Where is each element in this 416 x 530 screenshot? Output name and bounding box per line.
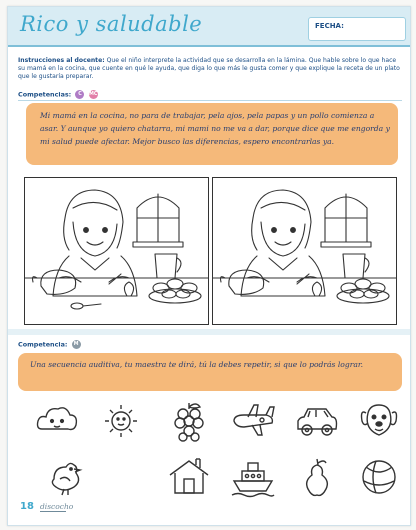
date-field[interactable] xyxy=(308,17,406,41)
page-title: Rico y saludable xyxy=(20,12,203,36)
section-divider-line xyxy=(18,100,402,101)
competencia-row xyxy=(18,340,81,349)
competency-badge-mc: MC xyxy=(89,92,98,97)
story-banner xyxy=(26,103,398,165)
story-text: Mi mamá en la cocina, no para de trabajar, pela ajos, pela papas y un pollo comienza a asar. Y aunque yo quiero chatarra, mi mami no me va a dar, porque dice que me engorda y mi salud puede afectar. Mejor busco las diferencias, espero encontrarlas ya. xyxy=(40,111,390,146)
boat-icon[interactable] xyxy=(230,455,276,499)
sequence-banner xyxy=(18,353,402,391)
bird-icon[interactable] xyxy=(44,455,90,499)
house-icon[interactable] xyxy=(166,455,212,499)
worksheet-page xyxy=(7,6,411,526)
kitchen-scene-right[interactable] xyxy=(212,177,397,325)
section-separator xyxy=(8,329,410,335)
competencias-row xyxy=(18,90,98,99)
brand-underline xyxy=(40,511,66,512)
kitchen-scene-left[interactable] xyxy=(24,177,209,325)
instructions-lead: Instrucciones al docente: xyxy=(18,57,105,64)
sun-icon[interactable] xyxy=(98,399,144,443)
pear-icon[interactable] xyxy=(294,455,340,499)
ball-icon[interactable] xyxy=(356,455,402,499)
airplane-icon[interactable] xyxy=(230,399,276,443)
instructions-text: Que el niño interprete la actividad que se desarrolla en la lámina. Que hable sobre lo que hace su mamá en la cocina, que cuente en qué le ayuda, que diga lo que más le gusta comer y que explique la receta de un plato que le gustaría preparar. xyxy=(18,57,400,80)
competencia-label: Competencia: xyxy=(18,340,68,349)
sequence-text: Una secuencia auditiva, tu maestra te dirá, tú la debes repetir, si que lo podrás lograr. xyxy=(30,360,364,369)
teacher-instructions xyxy=(18,57,404,81)
cloud-icon[interactable] xyxy=(34,399,80,443)
dog-icon[interactable] xyxy=(356,399,402,443)
competency-badge-m: M xyxy=(72,340,81,349)
competencias-label: Competencias: xyxy=(18,90,72,99)
brand-logo: discocho xyxy=(40,502,74,511)
grapes-icon[interactable] xyxy=(166,399,212,443)
kitchen-illustration-right xyxy=(213,178,396,324)
page-header xyxy=(8,7,410,47)
kitchen-illustration-left xyxy=(25,178,208,324)
competency-badge-c: C xyxy=(75,90,84,99)
car-icon[interactable] xyxy=(294,399,340,443)
page-number: 18 xyxy=(20,501,34,512)
date-label: FECHA: xyxy=(315,22,344,30)
